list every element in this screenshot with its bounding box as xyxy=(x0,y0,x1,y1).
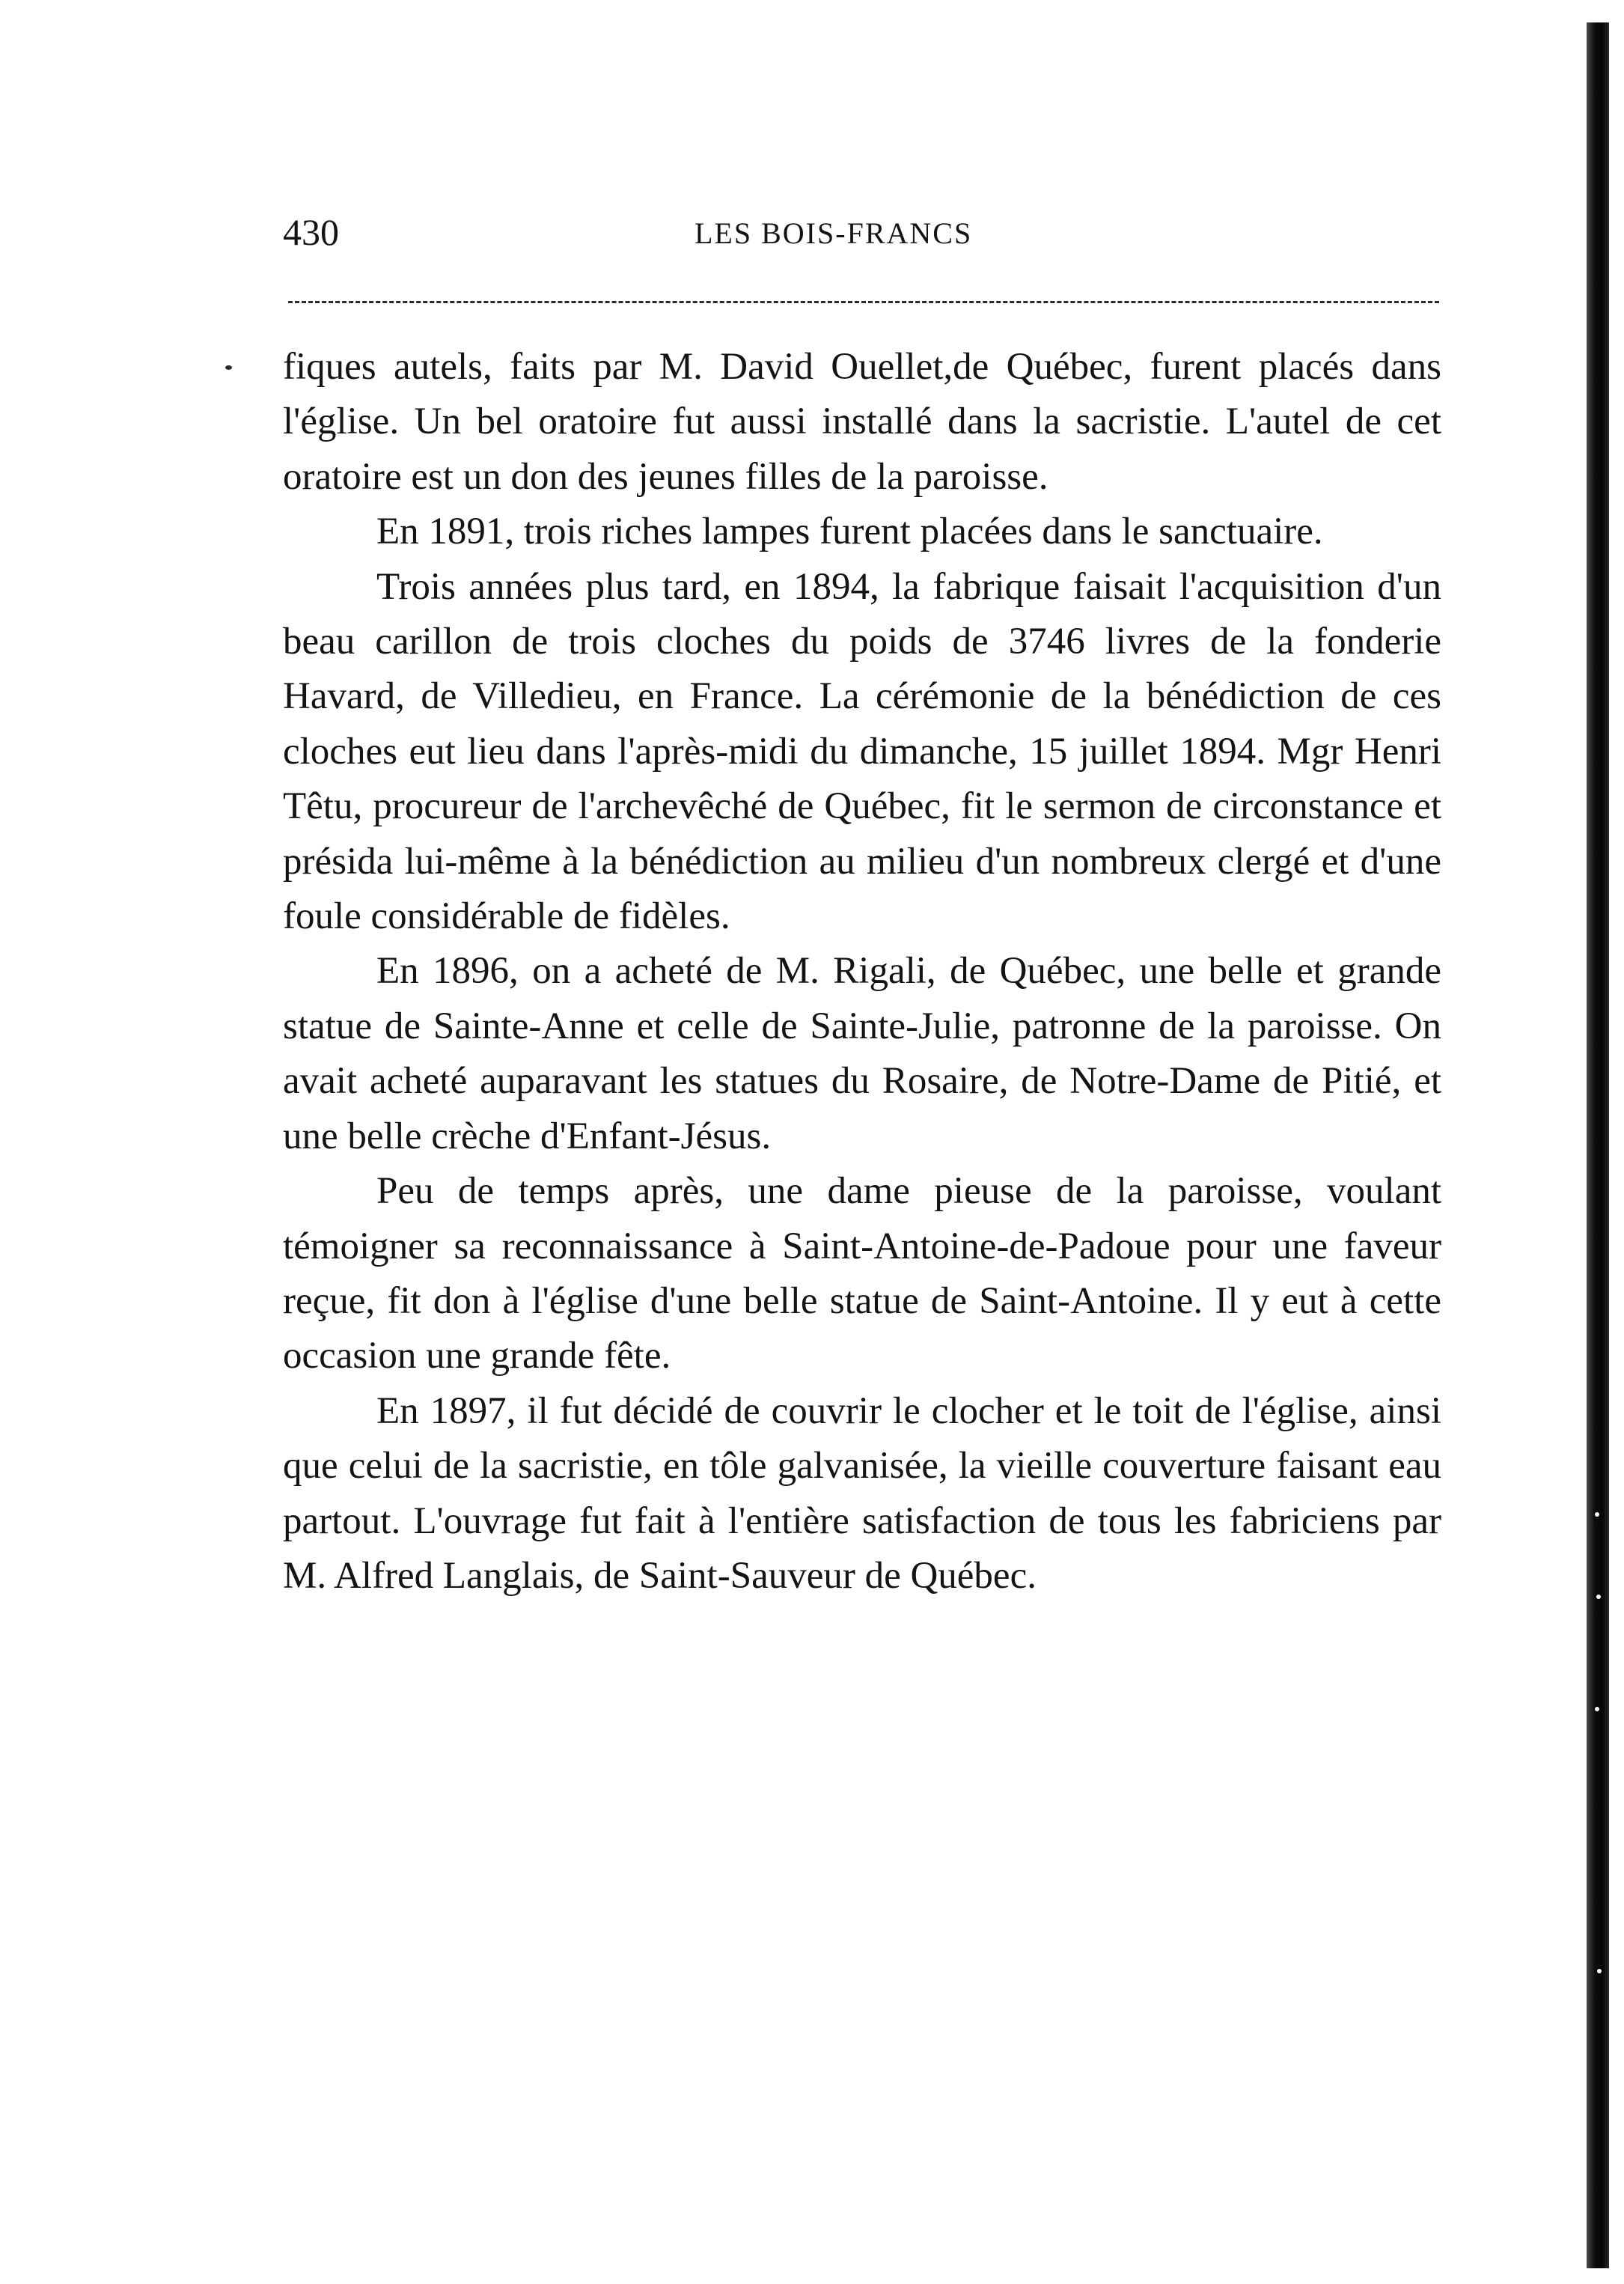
header-rule xyxy=(288,301,1439,303)
page-number: 430 xyxy=(283,211,339,253)
paragraph-continuation: fiques autels, faits par M. David Ouellet,de Québec, furent placés dans l'église. Un bel oratoire fut aussi installé dans la sacristie. L'autel de cet oratoire est un don des jeunes filles de la paroisse. xyxy=(283,346,1441,498)
page-edge-shadow xyxy=(1587,22,1609,2268)
paragraph: En 1896, on a acheté de M. Rigali, de Québec, une belle et grande statue de Sainte-Anne et celle de Sainte-Julie, patronne de la paroisse. On avait acheté auparavant les statues du Rosaire, de Notre-Dame de Pitié, et une belle crèche d'Enfant-Jésus. xyxy=(283,950,1441,1157)
paragraph: En 1891, trois riches lampes furent placées dans le sanctuaire. xyxy=(376,511,1323,553)
paragraph: Peu de temps après, une dame pieuse de la paroisse, voulant témoigner sa reconnaissance à Saint-Antoine-de-Padoue pour une faveur reçue, fit don à l'église d'une belle statue de Saint-Antoine. Il y eut à cette occasion une grande fête. xyxy=(283,1170,1441,1377)
edge-speck xyxy=(1595,1707,1599,1711)
edge-speck xyxy=(1596,1595,1601,1599)
edge-speck xyxy=(1597,1969,1602,1973)
paragraph: En 1897, il fut décidé de couvrir le clocher et le toit de l'église, ainsi que celui de la sacristie, en tôle galvanisée, la vieille couverture faisant eau partout. L'ouvrage fut fait à l'entière satisfaction de tous les fabriciens par M. Alfred Langlais, de Saint-Sauveur de Québec. xyxy=(283,1389,1441,1597)
margin-mark xyxy=(225,365,232,370)
edge-speck xyxy=(1595,1512,1599,1517)
body-text xyxy=(283,340,1441,1604)
running-head xyxy=(283,210,1458,255)
paragraph: Trois années plus tard, en 1894, la fabrique faisait l'acquisition d'un beau carillon de trois cloches du poids de 3746 livres de la fonderie Havard, de Villedieu, en France. La cérémonie de la bénédiction de ces cloches eut lieu dans l'après-midi du dimanche, 15 juillet 1894. Mgr Henri Têtu, procureur de l'archevêché de Québec, fit le sermon de circonstance et présida lui-même à la bénédiction au milieu d'un nombreux clergé et d'une foule considérable de fidèles. xyxy=(283,565,1441,938)
running-title: LES BOIS-FRANCS xyxy=(695,216,973,250)
